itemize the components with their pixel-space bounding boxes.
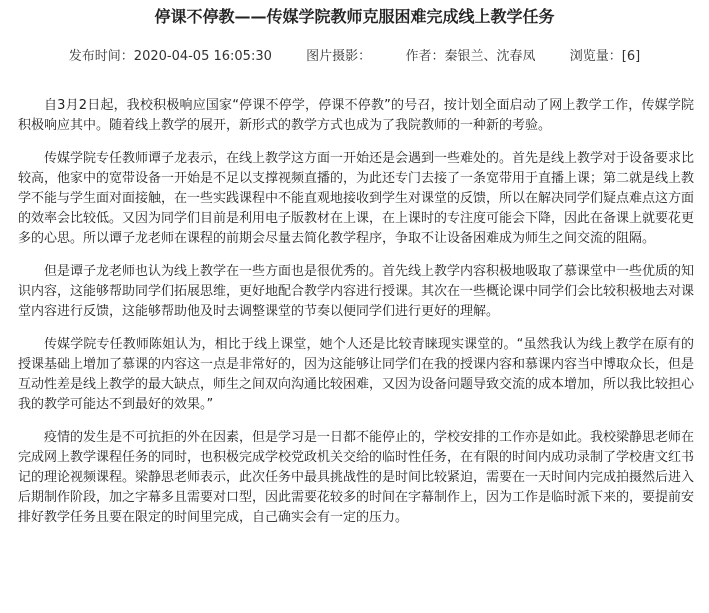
publish-time: 2020-04-05 16:05:30 xyxy=(133,49,272,64)
article-body xyxy=(18,96,694,541)
author-names: 秦银兰、沈春凤 xyxy=(444,49,536,64)
publish-time-label: 发布时间： xyxy=(68,49,134,64)
view-count-label: 浏览量： xyxy=(569,49,622,64)
paragraph: 但是谭子龙老师也认为线上教学在一些方面也是很优秀的。首先线上教学内容积极地吸取了慕课堂中一些优质的知识内容，这能够帮助同学们拓展思维，更好地配合教学内容进行授课。其次在一些概论课中同学们会比较积极地去对课堂内容进行反馈，这能够帮助他及时去调整课堂的节奏以便同学们进行更好的理解。 xyxy=(18,264,695,319)
article-title: 停课不停教——传媒学院教师克服困难完成线上教学任务 xyxy=(154,7,555,26)
view-count: [6] xyxy=(621,49,641,64)
article-meta xyxy=(0,48,709,66)
photo-credit-label: 图片摄影： xyxy=(306,49,372,64)
paragraph: 传媒学院专任教师陈姐认为，相比于线上课堂，她个人还是比较青睐现实课堂的。“虽然我认为线上教学在原有的授课基础上增加了慕课的内容这一点是非常好的，因为这能够让同学们在我的授课内容和慕课内容当中博取众长，但是互动性差是线上教学的最大缺点，师生之间双向沟通比较困难，又因为设备问题导致交流的成本增加，所以我比较担心我的教学可能达不到最好的效果。” xyxy=(18,337,695,412)
paragraph: 自3月2日起，我校积极响应国家“停课不停学，停课不停教”的号召，按计划全面启动了网上教学工作，传媒学院积极响应其中。随着线上教学的展开，新形式的教学方式也成为了我院教师的一种新的考验。 xyxy=(18,98,694,133)
paragraph: 传媒学院专任教师谭子龙表示，在线上教学这方面一开始还是会遇到一些难处的。首先是线上教学对于设备要求比较高，他家中的宽带设备一开始是不足以支撑视频直播的，为此还专门去接了一条宽带用于直播上课；第二就是线上教学不能与学生面对面接触，在一些实践课程中不能直观地接收到学生对课堂的反馈，所以在解决同学们疑点难点这方面的效率会比较低。又因为同学们目前是利用电子版教材在上课，在上课时的专注度可能会下降，因此在备课上就要花更多的心思。所以谭子龙老师在课程的前期会尽量去简化教学程序，争取不让设备困难成为师生之间交流的阻隔。 xyxy=(18,151,695,246)
author-label: 作者： xyxy=(405,49,445,64)
paragraph: 疫情的发生是不可抗拒的外在因素，但是学习是一日都不能停止的，学校安排的工作亦是如此。我校梁静思老师在完成网上教学课程任务的同时，也积极完成学校党政机关交给的临时性任务，在有限的时间内成功录制了学校唐文红书记的理论视频课程。梁静思老师表示，此次任务中最具挑战性的是时间比较紧迫，需要在一天时间内完成拍摄然后进入后期制作阶段，加之字幕多且需要对口型，因此需要花较多的时间在字幕制作上，因为工作是临时派下来的，要提前安排好教学任务且要在限定的时间里完成，自己确实会有一定的压力。 xyxy=(18,430,695,525)
